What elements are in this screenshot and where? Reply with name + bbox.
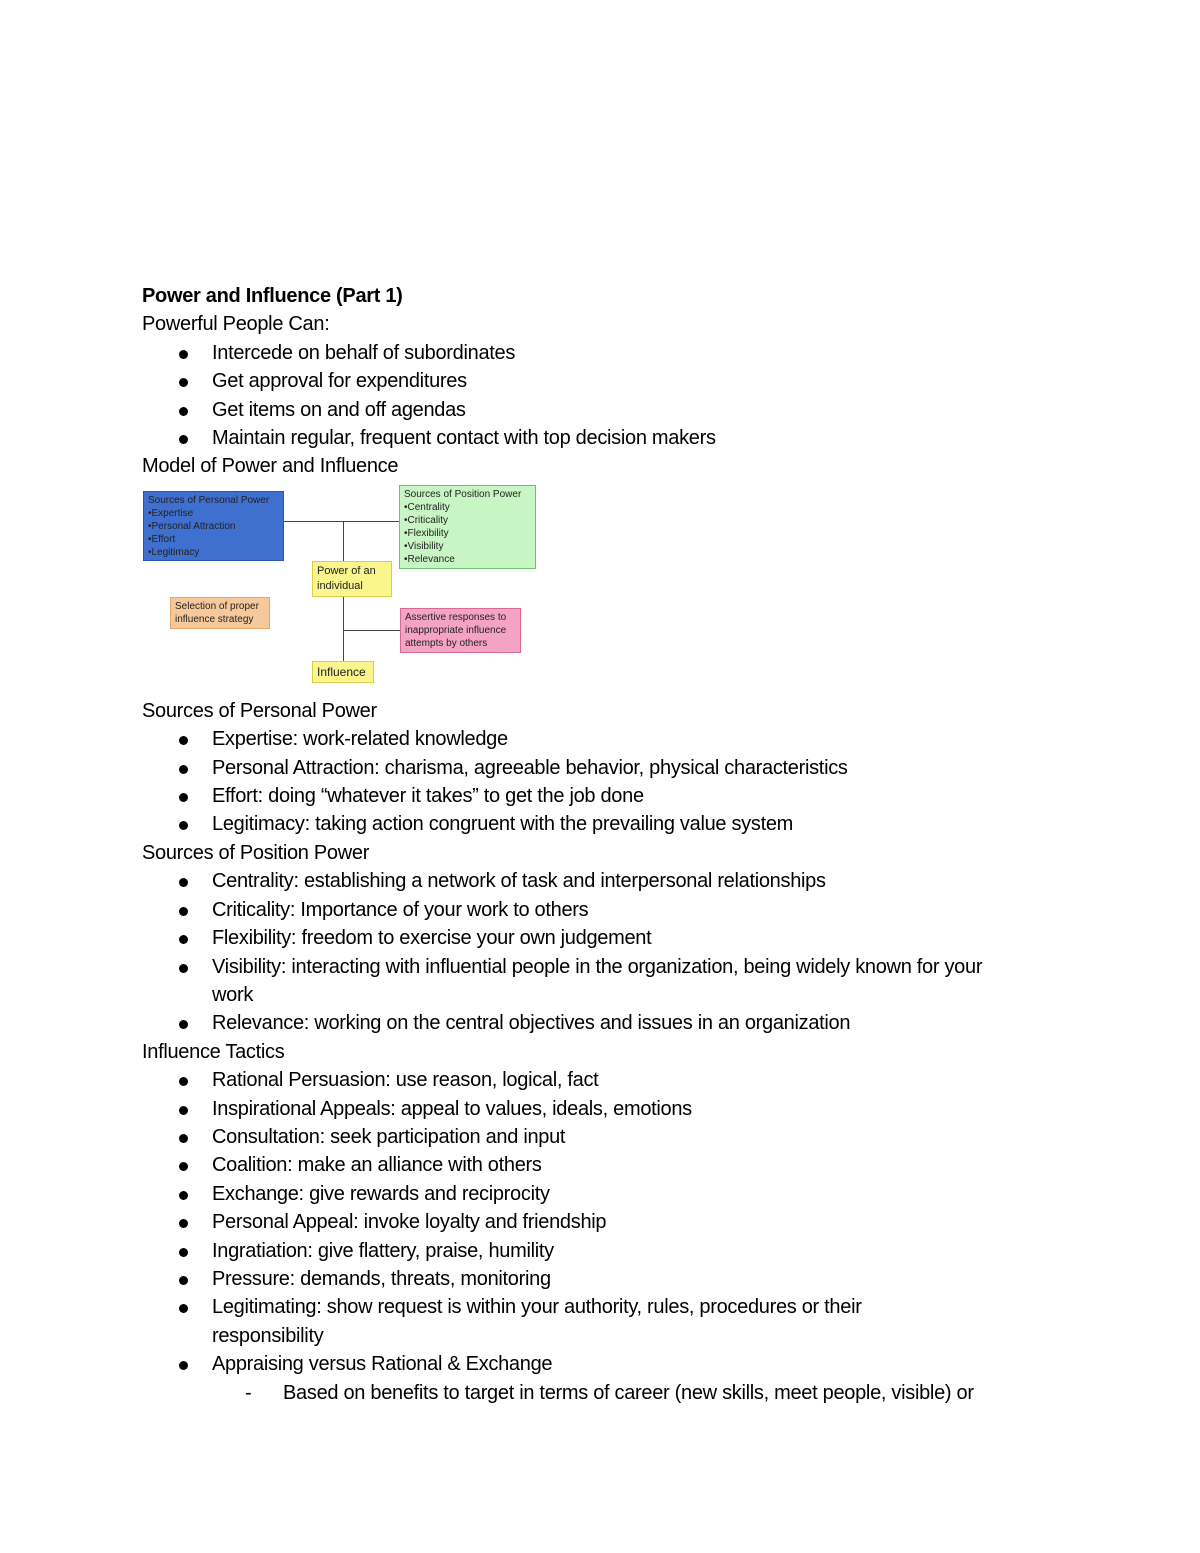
box-text: •Effort [148,533,176,545]
list-item: Exchange: give rewards and reciprocity [142,1180,1062,1208]
powerful-people-list [142,339,1062,453]
box-text: Selection of proper [175,600,259,612]
personal-power-list [142,725,1062,839]
box-text: •Criticality [404,514,449,526]
list-item: Visibility: interacting with influential people in the organization, being widely known for your work [142,953,1062,1010]
list-item: Coalition: make an alliance with others [142,1151,1062,1179]
position-power-box [399,485,536,569]
list-item: Intercede on behalf of subordinates [142,339,1062,367]
list-item: Rational Persuasion: use reason, logical, fact [142,1066,1062,1094]
document-title: Power and Influence (Part 1) [142,285,403,307]
sub-list-item: - Based on benefits to target in terms of career (new skills, meet people, visible) or [142,1379,1062,1407]
tactics-heading: Influence Tactics [142,1040,285,1063]
box-text: •Expertise [148,507,194,519]
box-text: •Legitimacy [148,546,200,558]
personal-power-box [143,491,284,561]
list-item: Effort: doing “whatever it takes” to get the job done [142,782,1062,810]
list-item: Expertise: work-related knowledge [142,725,1062,753]
box-text: •Flexibility [404,527,449,539]
connector-line [343,521,344,561]
power-of-individual-box [312,561,392,597]
list-item [142,1350,1062,1378]
connector-line [343,597,344,661]
list-item: Get items on and off agendas [142,396,1062,424]
box-text: Assertive responses to [405,611,507,623]
position-power-list [142,867,1062,1037]
model-heading: Model of Power and Influence [142,455,399,478]
list-item: Ingratiation: give flattery, praise, humility [142,1237,1062,1265]
list-item: Relevance: working on the central objectives and issues in an organization [142,1009,1062,1037]
list-item: Personal Appeal: invoke loyalty and friendship [142,1208,1062,1236]
box-text: Sources of Personal Power [148,494,270,506]
list-item: Flexibility: freedom to exercise your own judgement [142,924,1062,952]
list-item: Criticality: Importance of your work to others [142,896,1062,924]
position-power-heading: Sources of Position Power [142,841,370,864]
list-item: Pressure: demands, threats, monitoring [142,1265,1062,1293]
document-page [142,282,1062,1407]
box-text: influence strategy [175,613,254,625]
tactics-list [142,1066,1062,1378]
box-text: Power of an [317,564,376,577]
box-text: individual [317,579,363,592]
selection-strategy-box [170,597,270,629]
box-text: Sources of Position Power [404,488,522,500]
list-item: Inspirational Appeals: appeal to values, ideals, emotions [142,1095,1062,1123]
tactics-sub-list [142,1379,1062,1407]
influence-box: Influence [312,661,374,683]
connector-line [343,630,400,631]
personal-power-heading: Sources of Personal Power [142,699,377,722]
box-text: •Personal Attraction [148,520,236,532]
list-item: Get approval for expenditures [142,367,1062,395]
list-item: Centrality: establishing a network of task and interpersonal relationships [142,867,1062,895]
box-text: •Relevance [404,553,455,565]
list-item: Maintain regular, frequent contact with top decision makers [142,424,1062,452]
assertive-responses-box [400,608,521,653]
box-text: •Centrality [404,501,450,513]
list-item: Legitimating: show request is within your authority, rules, procedures or their responsibility [142,1293,1062,1350]
list-item: Personal Attraction: charisma, agreeable behavior, physical characteristics [142,754,1062,782]
power-influence-diagram [142,483,542,683]
box-text: •Visibility [404,540,444,552]
list-item-text: Appraising versus Rational & Exchange [212,1353,553,1376]
box-text: attempts by others [405,637,488,649]
powerful-people-heading: Powerful People Can: [142,313,330,336]
connector-line [284,521,399,522]
box-text: inappropriate influence [405,624,507,636]
list-item: Legitimacy: taking action congruent with the prevailing value system [142,810,1062,838]
list-item: Consultation: seek participation and input [142,1123,1062,1151]
